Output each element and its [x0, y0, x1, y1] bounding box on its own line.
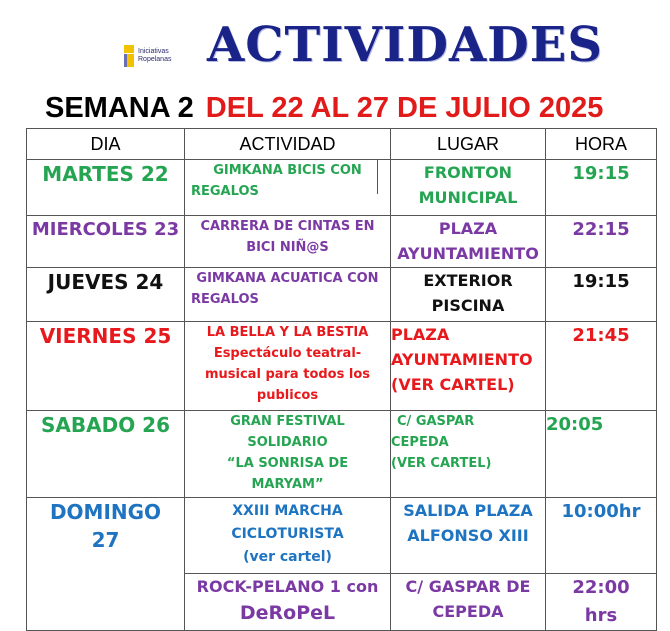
- place-line: SALIDA PLAZA: [403, 501, 533, 520]
- activity-line: LA BELLA Y LA BESTIA: [206, 325, 369, 340]
- table-row: [27, 216, 657, 268]
- time-line: hrs: [584, 605, 618, 626]
- header-dia: DIA: [27, 129, 185, 160]
- day-cell: [27, 498, 185, 631]
- time-cell: 19:15: [546, 268, 657, 322]
- activity-cell: [185, 216, 391, 268]
- activity-line: Espectáculo teatral-: [213, 346, 362, 361]
- day-line: 27: [91, 528, 120, 552]
- activity-line: (ver cartel): [243, 549, 332, 565]
- day-cell: SABADO 26: [27, 411, 185, 498]
- place-line: PISCINA: [431, 296, 505, 315]
- week-label: SEMANA 2: [45, 92, 194, 124]
- activity-line: ROCK-PELANO 1 con: [196, 577, 379, 596]
- day-cell: VIERNES 25: [27, 322, 185, 411]
- activity-cell: [185, 411, 391, 498]
- table-row: [27, 322, 657, 411]
- time-cell: 10:00hr: [546, 498, 657, 574]
- logo-line1: Iniciativas: [138, 48, 169, 55]
- activity-cell: [185, 574, 391, 631]
- activity-line: MARYAM”: [251, 477, 324, 492]
- organizer-logo: [124, 42, 171, 70]
- activity-line: GIMKANA BICIS CON: [213, 163, 362, 178]
- logo-line2: Ropelanas: [138, 56, 172, 63]
- place-line: EXTERIOR: [423, 271, 513, 290]
- header-row: [27, 129, 657, 160]
- day-cell: MIERCOLES 23: [27, 216, 185, 268]
- activity-line: musical para todos los: [204, 367, 370, 382]
- place-cell: [391, 574, 546, 631]
- activity-line: SOLIDARIO: [247, 435, 328, 450]
- header-actividad: ACTIVIDAD: [185, 129, 391, 160]
- time-cell: 22:15: [546, 216, 657, 268]
- place-line: ALFONSO XIII: [407, 526, 529, 545]
- cell-divider: [377, 160, 378, 194]
- activity-cell: [185, 268, 391, 322]
- place-cell: [391, 411, 546, 498]
- activity-cell: [185, 160, 391, 216]
- activity-line: DeRoPeL: [239, 602, 336, 624]
- activity-line: REGALOS: [191, 184, 259, 199]
- table-row: [27, 411, 657, 498]
- place-line: C/ GASPAR DE: [405, 577, 531, 596]
- activity-line: REGALOS: [191, 292, 259, 307]
- activity-cell: [185, 322, 391, 411]
- place-cell: [391, 216, 546, 268]
- place-line: PLAZA: [391, 325, 450, 344]
- place-cell: [391, 322, 546, 411]
- place-cell: [391, 498, 546, 574]
- day-cell: JUEVES 24: [27, 268, 185, 322]
- activity-line: “LA SONRISA DE: [226, 456, 349, 471]
- activity-line: BICI NIÑ@S: [246, 240, 329, 255]
- activity-line: XXIII MARCHA: [232, 503, 343, 519]
- activity-line: CICLOTURISTA: [231, 526, 344, 542]
- place-cell: [391, 268, 546, 322]
- place-line: CEPEDA: [391, 435, 449, 450]
- place-line: AYUNTAMIENTO: [397, 244, 539, 263]
- week-subtitle: [45, 88, 603, 128]
- place-line: (VER CARTEL): [391, 375, 515, 394]
- time-cell: 20:05: [546, 411, 657, 498]
- table-row: [27, 268, 657, 322]
- table-row: [27, 160, 657, 216]
- place-cell: [391, 160, 546, 216]
- day-line: DOMINGO: [49, 500, 162, 524]
- activity-line: GIMKANA ACUATICA CON: [196, 271, 379, 286]
- activity-line: publicos: [256, 388, 319, 403]
- activity-line: CARRERA DE CINTAS EN: [200, 219, 375, 234]
- activity-cell: [185, 498, 391, 574]
- logo-text: [138, 48, 171, 64]
- place-line: (VER CARTEL): [391, 456, 492, 471]
- schedule-table: [26, 128, 657, 631]
- place-line: MUNICIPAL: [418, 188, 518, 207]
- logo-mark-icon: [124, 45, 134, 67]
- place-line: CEPEDA: [432, 602, 504, 621]
- table-row: [27, 498, 657, 574]
- place-line: PLAZA: [438, 219, 498, 238]
- place-line: C/ GASPAR: [397, 414, 475, 429]
- activity-line: GRAN FESTIVAL: [230, 414, 345, 429]
- place-line: AYUNTAMIENTO: [391, 350, 533, 369]
- date-range: DEL 22 AL 27 DE JULIO 2025: [205, 92, 604, 124]
- header-hora: HORA: [546, 129, 657, 160]
- day-cell: MARTES 22: [27, 160, 185, 216]
- header-lugar: LUGAR: [391, 129, 546, 160]
- page-title: ACTIVIDADES: [207, 17, 604, 73]
- time-cell: 21:45: [546, 322, 657, 411]
- time-cell: 19:15: [546, 160, 657, 216]
- place-line: FRONTON: [423, 163, 513, 182]
- time-line: 22:00: [572, 577, 630, 598]
- time-cell: [546, 574, 657, 631]
